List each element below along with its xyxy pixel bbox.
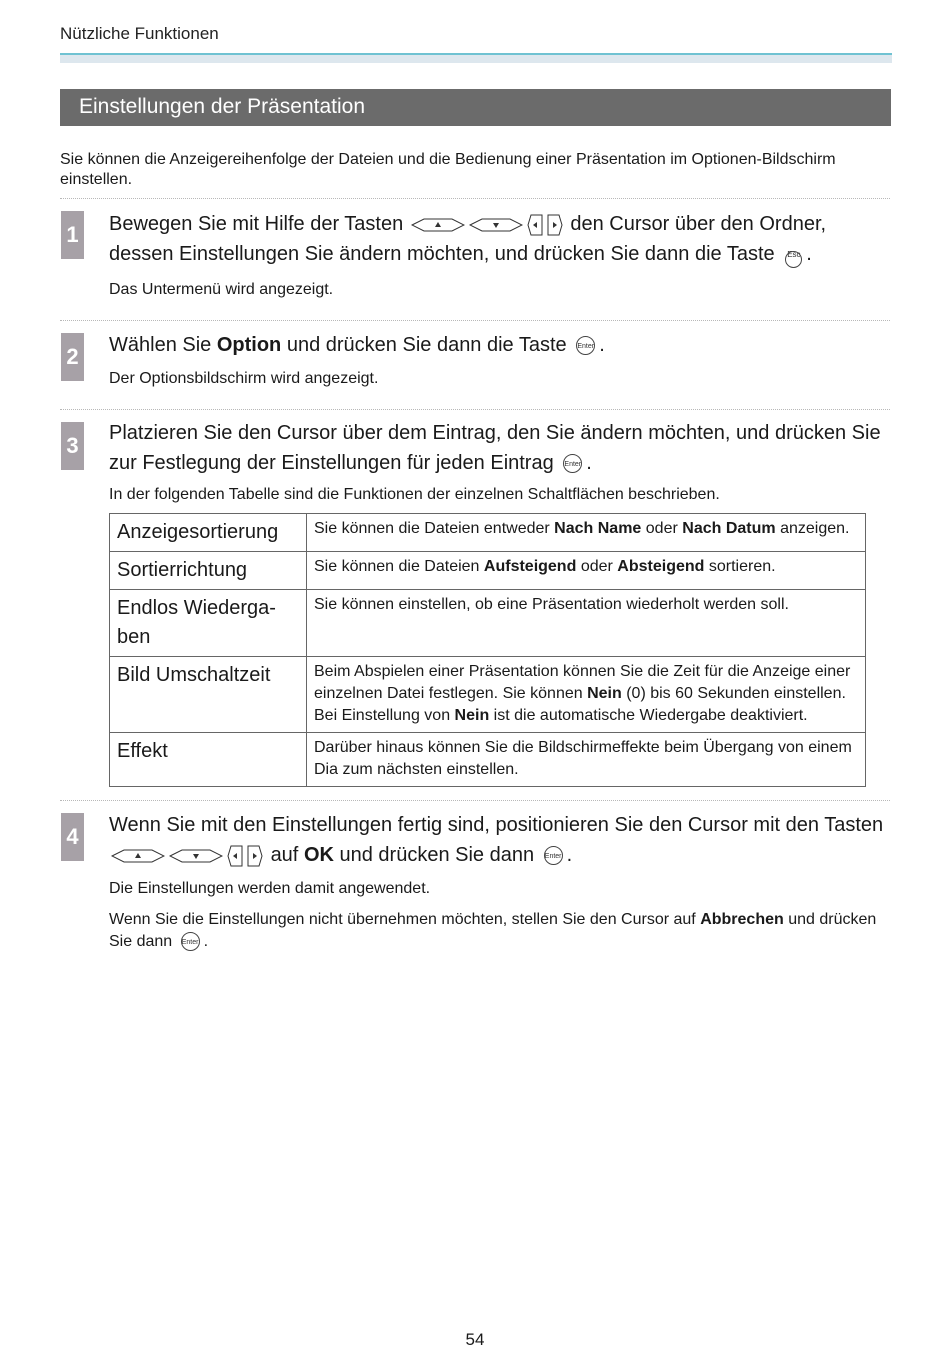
enter-key-icon: Enter [544,846,563,865]
right-key-icon [547,214,563,236]
step-number-2: 2 [61,333,84,381]
up-key-icon [411,218,465,232]
step-4-result: Die Einstellungen werden damit angewendet. [109,880,431,897]
function-table [109,513,866,787]
step-1-instruction: Bewegen Sie mit Hilfe der Tasten den Cursor über den Ordner, dessen Einstellungen Sie ändern möchten, und drücken Sie dann die Taste Esc . [109,209,894,269]
step-separator [60,198,890,199]
function-name: Endlos Wiederga- ben [110,590,307,657]
function-name: Sortierrichtung [110,552,307,590]
function-description: Sie können einstellen, ob eine Präsentation wiederholt werden soll. [307,590,866,657]
table-row [110,590,866,657]
ok-label: OK [303,844,334,866]
step-number-3: 3 [61,422,84,470]
step-3-result: In der folgenden Tabelle sind die Funktionen der einzelnen Schaltflächen beschrieben. [109,486,720,503]
right-key-icon [247,845,263,867]
step-separator [60,409,890,410]
left-key-icon [227,845,243,867]
step-separator [60,800,890,801]
table-row [110,552,866,590]
option-label: Option [216,334,282,356]
esc-key-icon: Esc [784,242,802,268]
page-number: 54 [465,1330,485,1349]
step-1-text-a: Bewegen Sie mit Hilfe der Tasten [109,213,404,235]
step-separator [60,320,890,321]
section-title: Einstellungen der Präsentation [60,89,891,126]
table-row [110,514,866,552]
step-3-instruction: Platzieren Sie den Cursor über dem Eintrag, den Sie ändern möchten, und drücken Sie zur Festlegung der Einstellungen für jeden Eintrag Enter . [109,422,881,474]
table-row [110,733,866,787]
function-name: Effekt [110,733,307,787]
enter-key-icon: Enter [576,336,595,355]
function-description: Sie können die Dateien Aufsteigend oder Absteigend sortieren. [307,552,866,590]
function-description: Darüber hinaus können Sie die Bildschirmeffekte beim Übergang von einem Dia zum nächsten einstellen. [307,733,866,787]
function-description: Sie können die Dateien entweder Nach Name oder Nach Datum anzeigen. [307,514,866,552]
step-2-instruction: Wählen Sie Option und drücken Sie dann die Taste Enter . [109,334,605,356]
step-2-result: Der Optionsbildschirm wird angezeigt. [109,370,379,387]
intro-text: Sie können die Anzeigereihenfolge der Dateien und die Bedienung einer Präsentation im Optionen-Bildschirm einstellen. [60,151,836,188]
down-key-icon [469,218,523,232]
step-4-cancel-note: Wenn Sie die Einstellungen nicht übernehmen möchten, stellen Sie den Cursor auf Abbrechen und drücken Sie dann Enter . [109,911,877,950]
table-row [110,657,866,733]
step-number-4: 4 [61,813,84,861]
enter-key-icon: Enter [563,454,582,473]
function-name: Anzeigesortierung [110,514,307,552]
left-key-icon [527,214,543,236]
step-number-1: 1 [61,211,84,259]
cancel-label: Abbrechen [700,911,784,928]
down-key-icon [169,849,223,863]
header-rule [60,53,892,63]
step-1-result: Das Untermenü wird angezeigt. [109,281,334,298]
function-name: Bild Umschaltzeit [110,657,307,733]
step-1-text-b: den Cursor über den Ordner, dessen Einstellungen Sie ändern möchten, und drücken Sie dann die Taste [109,213,827,265]
up-key-icon [111,849,165,863]
function-description: Beim Abspielen einer Präsentation können Sie die Zeit für die Anzeige einer einzelnen Datei festlegen. Sie können Nein (0) bis 60 Sekunden einstellen. Bei Einstellung von Nein ist die automatische Wiedergabe deaktiviert. [307,657,866,733]
enter-key-icon: Enter [181,932,200,951]
step-4-instruction: Wenn Sie mit den Einstellungen fertig sind, positionieren Sie den Cursor mit den Tasten auf OK und drücken Sie dann Enter . [109,814,884,866]
running-header: Nützliche Funktionen [60,24,219,43]
